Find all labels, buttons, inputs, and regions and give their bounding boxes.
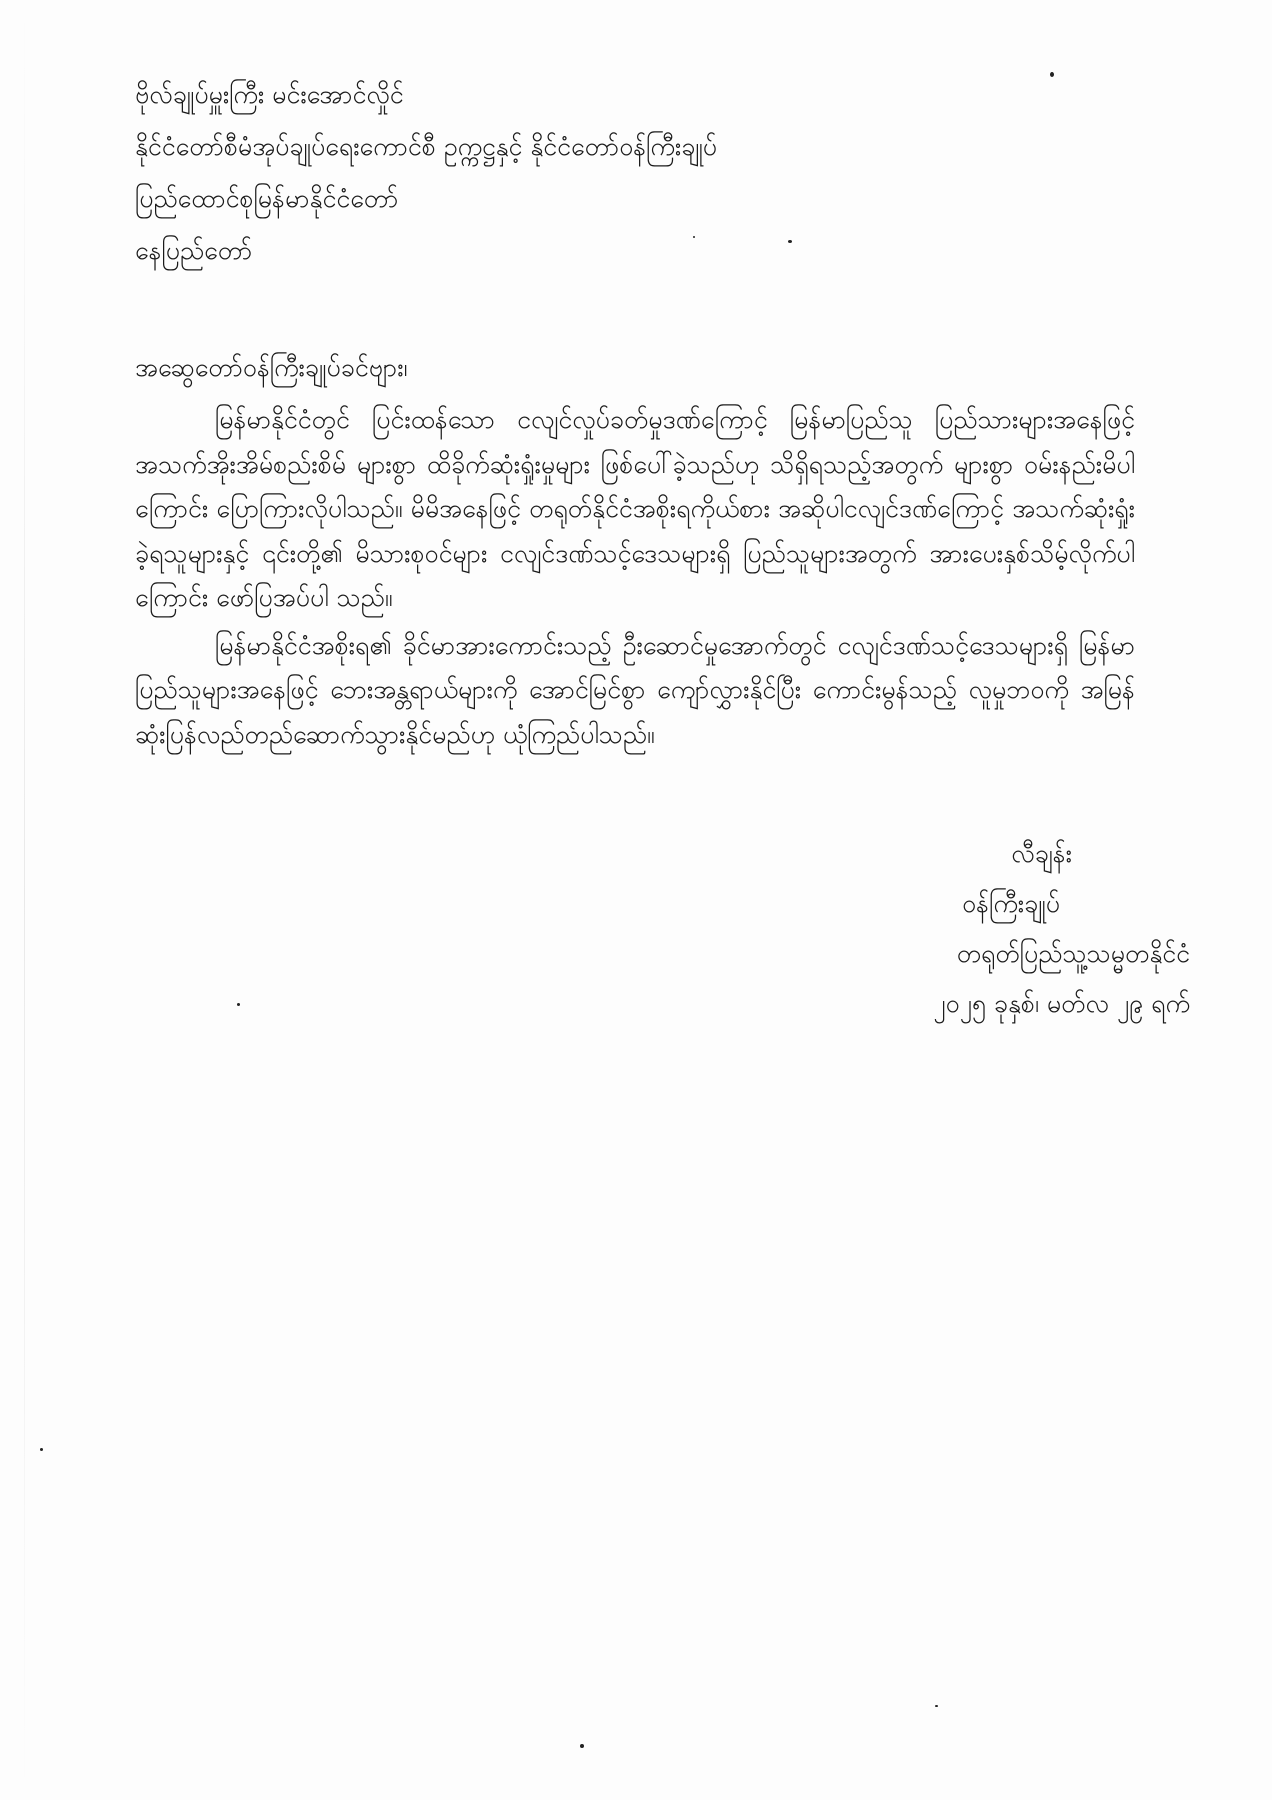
letter-body <box>135 398 1135 760</box>
scan-speck <box>1050 72 1054 77</box>
scan-speck <box>40 1448 43 1451</box>
letter-date: ၂၀၂၅ ခုနှစ်၊ မတ်လ ၂၉ ရက် <box>933 989 1190 1018</box>
recipient-title: နိုင်ငံတော်စီမံအုပ်ချုပ်ရေးကောင်စီ ဥက္ကဋ္ဌနှင့် နိုင်ငံတော်ဝန်ကြီးချုပ် <box>135 132 718 161</box>
scan-speck <box>693 236 695 238</box>
scan-edge <box>24 0 25 1800</box>
body-paragraph-1: မြန်မာနိုင်ငံတွင် ပြင်းထန်သော ငလျင်လှုပ်ခတ်မှုဒဏ်ကြောင့် မြန်မာပြည်သူ ပြည်သားများအနေဖြင့် အသက်အိုးအိမ်စည်းစိမ် များစွာ ထိခိုက်ဆုံးရှုံးမှုများ ဖြစ်ပေါ်ခဲ့သည်ဟု သိရှိရသည့်အတွက် များစွာ ဝမ်းနည်းမိပါကြောင်း ပြောကြားလိုပါသည်။ မိမိအနေဖြင့် တရုတ်နိုင်ငံအစိုးရကိုယ်စား အဆိုပါငလျင်ဒဏ်ကြောင့် အသက်ဆုံးရှုံးခဲ့ရသူများနှင့် ၎င်းတို့၏ မိသားစုဝင်များ ငလျင်ဒဏ်သင့်ဒေသများရှိ ပြည်သူများအတွက် အားပေးနှစ်သိမ့်လိုက်ပါကြောင်း ဖော်ပြအပ်ပါ သည်။ <box>135 405 1135 612</box>
recipient-country: ပြည်ထောင်စုမြန်မာနိုင်ငံတော် <box>135 184 399 213</box>
signer-country: တရုတ်ပြည်သူ့သမ္မတနိုင်ငံ <box>956 939 1190 968</box>
recipient-city: နေပြည်တော် <box>135 236 253 265</box>
signature-block <box>690 840 1190 1040</box>
recipient-name: ဗိုလ်ချုပ်မှူးကြီး မင်းအောင်လှိုင် <box>135 80 404 109</box>
scan-speck <box>788 240 792 243</box>
signer-name: လီချန်း <box>1011 839 1072 868</box>
signer-title: ဝန်ကြီးချုပ် <box>962 889 1060 918</box>
scan-speck <box>935 1705 938 1707</box>
body-paragraph-2: မြန်မာနိုင်ငံအစိုးရ၏ ခိုင်မာအားကောင်းသည့် ဦးဆောင်မှုအောက်တွင် ငလျင်ဒဏ်သင့်ဒေသများရှိ မြန်မာပြည်သူများအနေဖြင့် ဘေးအန္တရာယ်များကို အောင်မြင်စွာ ကျော်လွှားနိုင်ပြီး ကောင်းမွန်သည့် လူမှုဘဝကို အမြန်ဆုံးပြန်လည်တည်ဆောက်သွားနိုင်မည်ဟု ယုံကြည်ပါသည်။ <box>135 630 1135 749</box>
scan-speck <box>580 1744 584 1748</box>
scan-speck <box>237 1003 240 1006</box>
recipient-address <box>135 82 1135 290</box>
salutation: အဆွေတော်ဝန်ကြီးချုပ်ခင်ဗျား၊ <box>135 353 408 382</box>
